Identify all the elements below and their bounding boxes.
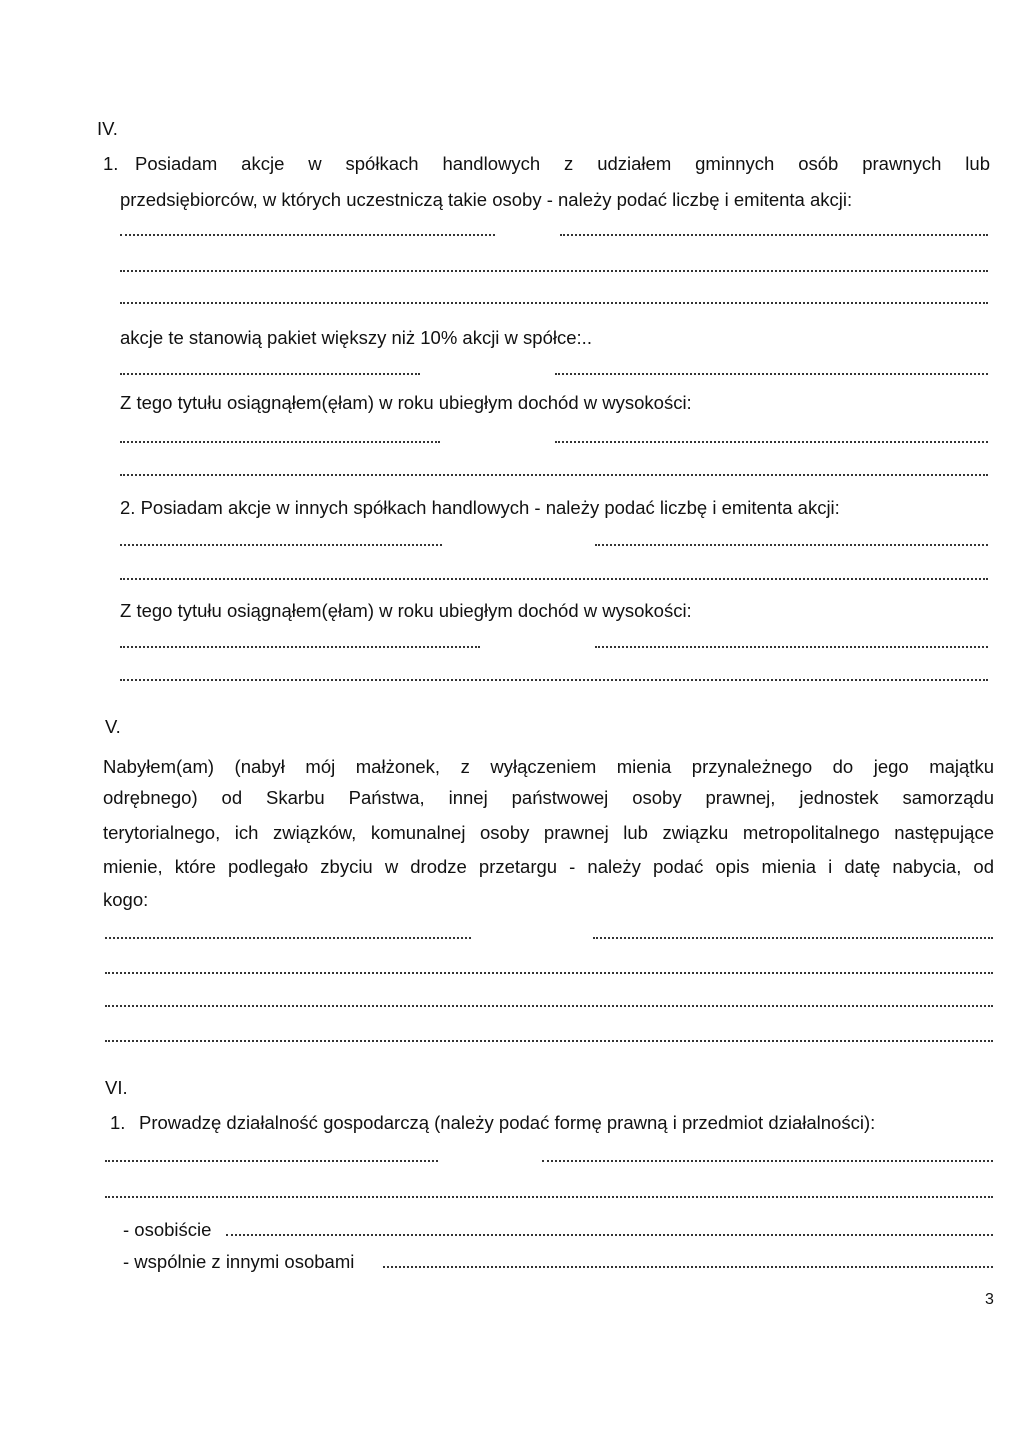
fill-line[interactable] [555, 373, 988, 375]
item-2-text: 2. Posiadam akcje w innych spółkach handlowych - należy podać liczbę i emitenta akcji: [120, 497, 840, 518]
fill-line[interactable] [542, 1160, 993, 1162]
fill-line[interactable] [593, 937, 993, 939]
fill-line[interactable] [226, 1234, 993, 1236]
section-vi-item-1-text: Prowadzę działalność gospodarczą (należy podać formę prawną i przedmiot działalności): [139, 1112, 876, 1133]
fill-line[interactable] [120, 578, 988, 580]
fill-line[interactable] [105, 1040, 993, 1042]
fill-line[interactable] [120, 234, 495, 236]
section-iv-heading: IV. [97, 118, 118, 139]
stake-statement: akcje te stanowią pakiet większy niż 10% akcji w spółce:.. [120, 327, 592, 348]
item-1-text-line-1: Posiadam akcje w spółkach handlowych z udziałem gminnych osób prawnych lub [135, 153, 990, 174]
section-v-text-line-2: odrębnego) od Skarbu Państwa, innej państwowej osoby prawnej, jednostek samorządu [103, 787, 994, 808]
fill-line[interactable] [595, 646, 988, 648]
section-vi-heading: VI. [105, 1077, 128, 1098]
item-1-income-label: Z tego tytułu osiągnąłem(ęłam) w roku ubiegłym dochód w wysokości: [120, 392, 692, 413]
section-v-heading: V. [105, 716, 121, 737]
fill-line[interactable] [560, 234, 988, 236]
personal-label: - osobiście [123, 1219, 212, 1240]
item-2-income-label: Z tego tytułu osiągnąłem(ęłam) w roku ubiegłym dochód w wysokości: [120, 600, 692, 621]
fill-line[interactable] [120, 679, 988, 681]
page-number: 3 [985, 1291, 994, 1308]
fill-line[interactable] [105, 972, 993, 974]
fill-line[interactable] [120, 646, 480, 648]
section-v-text-line-4: mienie, które podlegało zbyciu w drodze przetargu - należy podać opis mienia i datę nabycia, od [103, 856, 994, 877]
section-v-text-line-3: terytorialnego, ich związków, komunalnej osoby prawnej lub związku metropolitalnego następujące [103, 822, 994, 843]
section-v-text-line-1: Nabyłem(am) (nabył mój małżonek, z wyłączeniem mienia przynależnego do jego majątku [103, 756, 994, 777]
fill-line[interactable] [120, 441, 440, 443]
fill-line[interactable] [120, 474, 988, 476]
section-vi-item-1-number: 1. [110, 1112, 126, 1133]
item-1-text-line-2: przedsiębiorców, w których uczestniczą takie osoby - należy podać liczbę i emitenta akcji: [120, 189, 853, 210]
fill-line[interactable] [555, 441, 988, 443]
section-v-text-line-5: kogo: [103, 889, 149, 910]
fill-line[interactable] [120, 544, 442, 546]
fill-line[interactable] [105, 1160, 438, 1162]
fill-line[interactable] [105, 1196, 993, 1198]
fill-line[interactable] [105, 937, 471, 939]
item-1-number: 1. [103, 153, 119, 174]
fill-line[interactable] [383, 1266, 993, 1268]
fill-line[interactable] [120, 373, 420, 375]
fill-line[interactable] [105, 1005, 993, 1007]
fill-line[interactable] [120, 270, 988, 272]
fill-line[interactable] [595, 544, 988, 546]
jointly-label: - wspólnie z innymi osobami [123, 1251, 355, 1272]
fill-line[interactable] [120, 302, 988, 304]
